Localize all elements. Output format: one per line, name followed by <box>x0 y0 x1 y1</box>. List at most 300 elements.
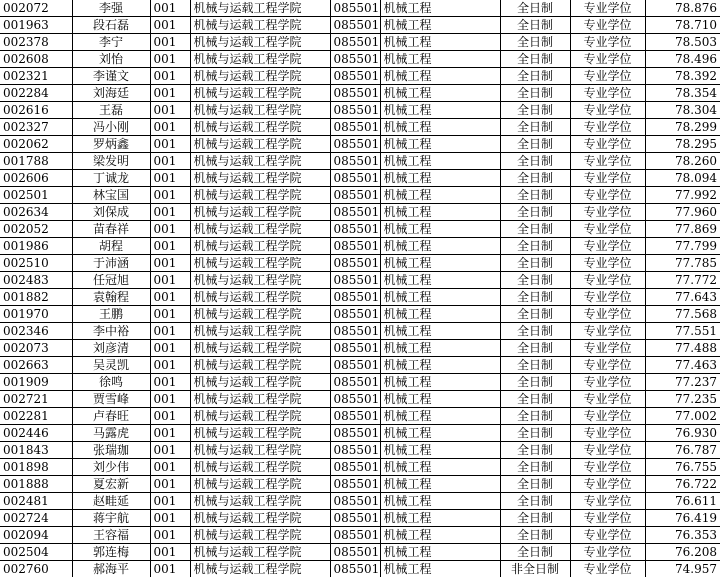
major-name-cell: 机械工程 <box>380 425 500 442</box>
major-name-cell: 机械工程 <box>380 289 500 306</box>
score-cell: 77.235 <box>645 391 720 408</box>
table-row <box>0 68 720 85</box>
study-mode-cell: 全日制 <box>500 306 570 323</box>
candidate-id-cell: 001882 <box>0 289 72 306</box>
candidate-name-cell: 卢春旺 <box>72 408 150 425</box>
candidate-name-cell: 冯小刚 <box>72 119 150 136</box>
major-name-cell: 机械工程 <box>380 187 500 204</box>
study-mode-cell: 全日制 <box>500 476 570 493</box>
study-mode-cell: 全日制 <box>500 544 570 561</box>
degree-type-cell: 专业学位 <box>570 544 645 561</box>
degree-type-cell: 专业学位 <box>570 238 645 255</box>
major-code-cell: 085501 <box>330 187 380 204</box>
major-name-cell: 机械工程 <box>380 102 500 119</box>
candidate-id-cell: 002606 <box>0 170 72 187</box>
study-mode-cell: 全日制 <box>500 102 570 119</box>
study-mode-cell: 全日制 <box>500 323 570 340</box>
candidate-id-cell: 001843 <box>0 442 72 459</box>
score-cell: 78.503 <box>645 34 720 51</box>
score-cell: 77.488 <box>645 340 720 357</box>
candidate-name-cell: 刘彦清 <box>72 340 150 357</box>
degree-type-cell: 专业学位 <box>570 85 645 102</box>
table-row <box>0 255 720 272</box>
table-row <box>0 170 720 187</box>
candidate-name-cell: 赵畦延 <box>72 493 150 510</box>
study-mode-cell: 全日制 <box>500 357 570 374</box>
major-code-cell: 085501 <box>330 17 380 34</box>
candidate-id-cell: 002760 <box>0 561 72 577</box>
candidate-name-cell: 李谨文 <box>72 68 150 85</box>
score-cell: 77.002 <box>645 408 720 425</box>
score-cell: 76.755 <box>645 459 720 476</box>
major-code-cell: 085501 <box>330 476 380 493</box>
major-code-cell: 085501 <box>330 306 380 323</box>
candidate-name-cell: 郭连梅 <box>72 544 150 561</box>
major-name-cell: 机械工程 <box>380 238 500 255</box>
degree-type-cell: 专业学位 <box>570 187 645 204</box>
candidate-name-cell: 马露虎 <box>72 425 150 442</box>
degree-type-cell: 专业学位 <box>570 51 645 68</box>
degree-type-cell: 专业学位 <box>570 153 645 170</box>
candidate-name-cell: 郝海平 <box>72 561 150 577</box>
table-row <box>0 391 720 408</box>
college-code-cell: 001 <box>150 51 190 68</box>
degree-type-cell: 专业学位 <box>570 408 645 425</box>
candidate-name-cell: 王鹏 <box>72 306 150 323</box>
candidate-id-cell: 001963 <box>0 17 72 34</box>
major-name-cell: 机械工程 <box>380 221 500 238</box>
score-cell: 76.787 <box>645 442 720 459</box>
major-code-cell: 085501 <box>330 510 380 527</box>
college-name-cell: 机械与运载工程学院 <box>190 544 330 561</box>
major-name-cell: 机械工程 <box>380 17 500 34</box>
degree-type-cell: 专业学位 <box>570 357 645 374</box>
candidate-id-cell: 002327 <box>0 119 72 136</box>
major-name-cell: 机械工程 <box>380 391 500 408</box>
college-name-cell: 机械与运载工程学院 <box>190 34 330 51</box>
major-code-cell: 085501 <box>330 102 380 119</box>
candidate-name-cell: 贾雪峰 <box>72 391 150 408</box>
college-code-cell: 001 <box>150 85 190 102</box>
major-code-cell: 085501 <box>330 68 380 85</box>
candidate-name-cell: 吴灵凯 <box>72 357 150 374</box>
college-name-cell: 机械与运载工程学院 <box>190 459 330 476</box>
table-row <box>0 357 720 374</box>
major-name-cell: 机械工程 <box>380 170 500 187</box>
college-name-cell: 机械与运载工程学院 <box>190 255 330 272</box>
college-name-cell: 机械与运载工程学院 <box>190 136 330 153</box>
college-code-cell: 001 <box>150 272 190 289</box>
college-code-cell: 001 <box>150 221 190 238</box>
degree-type-cell: 专业学位 <box>570 68 645 85</box>
study-mode-cell: 全日制 <box>500 0 570 17</box>
score-cell: 78.496 <box>645 51 720 68</box>
candidate-name-cell: 刘怡 <box>72 51 150 68</box>
score-cell: 77.551 <box>645 323 720 340</box>
college-code-cell: 001 <box>150 425 190 442</box>
major-code-cell: 085501 <box>330 357 380 374</box>
candidate-id-cell: 002321 <box>0 68 72 85</box>
major-name-cell: 机械工程 <box>380 272 500 289</box>
major-code-cell: 085501 <box>330 170 380 187</box>
candidate-name-cell: 胡程 <box>72 238 150 255</box>
major-code-cell: 085501 <box>330 374 380 391</box>
degree-type-cell: 专业学位 <box>570 510 645 527</box>
study-mode-cell: 全日制 <box>500 459 570 476</box>
college-code-cell: 001 <box>150 323 190 340</box>
candidate-id-cell: 002284 <box>0 85 72 102</box>
study-mode-cell: 全日制 <box>500 238 570 255</box>
college-name-cell: 机械与运载工程学院 <box>190 0 330 17</box>
major-name-cell: 机械工程 <box>380 255 500 272</box>
degree-type-cell: 专业学位 <box>570 391 645 408</box>
college-name-cell: 机械与运载工程学院 <box>190 204 330 221</box>
candidate-name-cell: 蒋宇航 <box>72 510 150 527</box>
table-row <box>0 306 720 323</box>
score-cell: 78.354 <box>645 85 720 102</box>
candidate-id-cell: 001970 <box>0 306 72 323</box>
degree-type-cell: 专业学位 <box>570 425 645 442</box>
college-code-cell: 001 <box>150 136 190 153</box>
degree-type-cell: 专业学位 <box>570 204 645 221</box>
table-row <box>0 85 720 102</box>
college-code-cell: 001 <box>150 102 190 119</box>
college-code-cell: 001 <box>150 119 190 136</box>
candidate-id-cell: 002510 <box>0 255 72 272</box>
score-cell: 77.463 <box>645 357 720 374</box>
score-cell: 77.237 <box>645 374 720 391</box>
college-name-cell: 机械与运载工程学院 <box>190 221 330 238</box>
study-mode-cell: 全日制 <box>500 255 570 272</box>
major-code-cell: 085501 <box>330 425 380 442</box>
candidate-id-cell: 002608 <box>0 51 72 68</box>
candidate-id-cell: 002052 <box>0 221 72 238</box>
candidate-name-cell: 徐鸣 <box>72 374 150 391</box>
college-name-cell: 机械与运载工程学院 <box>190 340 330 357</box>
major-code-cell: 085501 <box>330 391 380 408</box>
table-row <box>0 272 720 289</box>
major-name-cell: 机械工程 <box>380 357 500 374</box>
major-code-cell: 085501 <box>330 289 380 306</box>
table-row <box>0 204 720 221</box>
major-code-cell: 085501 <box>330 119 380 136</box>
college-name-cell: 机械与运载工程学院 <box>190 68 330 85</box>
college-code-cell: 001 <box>150 187 190 204</box>
study-mode-cell: 全日制 <box>500 374 570 391</box>
study-mode-cell: 全日制 <box>500 17 570 34</box>
candidate-name-cell: 王容福 <box>72 527 150 544</box>
candidate-name-cell: 于沛涵 <box>72 255 150 272</box>
study-mode-cell: 全日制 <box>500 68 570 85</box>
candidate-id-cell: 002062 <box>0 136 72 153</box>
major-name-cell: 机械工程 <box>380 0 500 17</box>
major-code-cell: 085501 <box>330 34 380 51</box>
candidate-id-cell: 002481 <box>0 493 72 510</box>
major-name-cell: 机械工程 <box>380 136 500 153</box>
degree-type-cell: 专业学位 <box>570 493 645 510</box>
score-cell: 76.722 <box>645 476 720 493</box>
table-row <box>0 153 720 170</box>
major-code-cell: 085501 <box>330 442 380 459</box>
candidate-id-cell: 002501 <box>0 187 72 204</box>
table-row <box>0 136 720 153</box>
major-code-cell: 085501 <box>330 204 380 221</box>
college-code-cell: 001 <box>150 255 190 272</box>
study-mode-cell: 全日制 <box>500 425 570 442</box>
major-name-cell: 机械工程 <box>380 68 500 85</box>
college-name-cell: 机械与运载工程学院 <box>190 17 330 34</box>
college-name-cell: 机械与运载工程学院 <box>190 306 330 323</box>
score-cell: 77.643 <box>645 289 720 306</box>
score-cell: 78.304 <box>645 102 720 119</box>
table-row <box>0 374 720 391</box>
table-row <box>0 408 720 425</box>
college-name-cell: 机械与运载工程学院 <box>190 493 330 510</box>
major-code-cell: 085501 <box>330 255 380 272</box>
college-name-cell: 机械与运载工程学院 <box>190 425 330 442</box>
major-code-cell: 085501 <box>330 272 380 289</box>
degree-type-cell: 专业学位 <box>570 255 645 272</box>
candidate-id-cell: 002378 <box>0 34 72 51</box>
table-row <box>0 0 720 17</box>
major-name-cell: 机械工程 <box>380 340 500 357</box>
degree-type-cell: 专业学位 <box>570 272 645 289</box>
major-name-cell: 机械工程 <box>380 153 500 170</box>
college-code-cell: 001 <box>150 374 190 391</box>
major-code-cell: 085501 <box>330 527 380 544</box>
college-name-cell: 机械与运载工程学院 <box>190 119 330 136</box>
degree-type-cell: 专业学位 <box>570 136 645 153</box>
college-name-cell: 机械与运载工程学院 <box>190 187 330 204</box>
study-mode-cell: 全日制 <box>500 272 570 289</box>
major-name-cell: 机械工程 <box>380 408 500 425</box>
candidate-id-cell: 002346 <box>0 323 72 340</box>
candidate-name-cell: 刘海廷 <box>72 85 150 102</box>
college-code-cell: 001 <box>150 153 190 170</box>
table-row <box>0 442 720 459</box>
candidate-name-cell: 李中裕 <box>72 323 150 340</box>
table-row <box>0 476 720 493</box>
candidate-id-cell: 002616 <box>0 102 72 119</box>
college-name-cell: 机械与运载工程学院 <box>190 153 330 170</box>
candidate-name-cell: 李宁 <box>72 34 150 51</box>
degree-type-cell: 专业学位 <box>570 119 645 136</box>
candidate-id-cell: 002721 <box>0 391 72 408</box>
college-name-cell: 机械与运载工程学院 <box>190 391 330 408</box>
candidate-id-cell: 001788 <box>0 153 72 170</box>
college-code-cell: 001 <box>150 170 190 187</box>
score-cell: 76.930 <box>645 425 720 442</box>
degree-type-cell: 专业学位 <box>570 442 645 459</box>
candidate-id-cell: 002504 <box>0 544 72 561</box>
candidate-id-cell: 002281 <box>0 408 72 425</box>
major-name-cell: 机械工程 <box>380 476 500 493</box>
table-row <box>0 493 720 510</box>
table-row <box>0 289 720 306</box>
score-cell: 78.710 <box>645 17 720 34</box>
study-mode-cell: 全日制 <box>500 34 570 51</box>
degree-type-cell: 专业学位 <box>570 34 645 51</box>
score-cell: 77.992 <box>645 187 720 204</box>
college-name-cell: 机械与运载工程学院 <box>190 408 330 425</box>
table-row <box>0 34 720 51</box>
score-cell: 74.957 <box>645 561 720 577</box>
score-cell: 77.869 <box>645 221 720 238</box>
degree-type-cell: 专业学位 <box>570 459 645 476</box>
table-row <box>0 323 720 340</box>
table-row <box>0 187 720 204</box>
study-mode-cell: 全日制 <box>500 187 570 204</box>
candidate-name-cell: 段石磊 <box>72 17 150 34</box>
major-code-cell: 085501 <box>330 153 380 170</box>
degree-type-cell: 专业学位 <box>570 527 645 544</box>
degree-type-cell: 专业学位 <box>570 374 645 391</box>
candidate-name-cell: 林宝国 <box>72 187 150 204</box>
degree-type-cell: 专业学位 <box>570 323 645 340</box>
college-code-cell: 001 <box>150 340 190 357</box>
candidate-id-cell: 002073 <box>0 340 72 357</box>
degree-type-cell: 专业学位 <box>570 170 645 187</box>
college-code-cell: 001 <box>150 17 190 34</box>
degree-type-cell: 专业学位 <box>570 289 645 306</box>
study-mode-cell: 全日制 <box>500 340 570 357</box>
score-cell: 76.208 <box>645 544 720 561</box>
college-code-cell: 001 <box>150 68 190 85</box>
table-row <box>0 425 720 442</box>
candidate-name-cell: 梁发明 <box>72 153 150 170</box>
candidate-id-cell: 002634 <box>0 204 72 221</box>
college-name-cell: 机械与运载工程学院 <box>190 561 330 577</box>
college-code-cell: 001 <box>150 544 190 561</box>
score-cell: 78.295 <box>645 136 720 153</box>
candidate-name-cell: 张瑞珈 <box>72 442 150 459</box>
candidate-name-cell: 任冠旭 <box>72 272 150 289</box>
major-name-cell: 机械工程 <box>380 119 500 136</box>
study-mode-cell: 全日制 <box>500 119 570 136</box>
score-cell: 76.611 <box>645 493 720 510</box>
candidate-name-cell: 刘少伟 <box>72 459 150 476</box>
table-row <box>0 102 720 119</box>
candidate-name-cell: 丁诚龙 <box>72 170 150 187</box>
college-code-cell: 001 <box>150 204 190 221</box>
major-name-cell: 机械工程 <box>380 459 500 476</box>
major-name-cell: 机械工程 <box>380 374 500 391</box>
candidate-id-cell: 001898 <box>0 459 72 476</box>
college-name-cell: 机械与运载工程学院 <box>190 85 330 102</box>
candidate-name-cell: 夏宏新 <box>72 476 150 493</box>
college-code-cell: 001 <box>150 357 190 374</box>
major-name-cell: 机械工程 <box>380 493 500 510</box>
major-code-cell: 085501 <box>330 493 380 510</box>
score-cell: 78.094 <box>645 170 720 187</box>
study-mode-cell: 全日制 <box>500 153 570 170</box>
college-name-cell: 机械与运载工程学院 <box>190 510 330 527</box>
major-name-cell: 机械工程 <box>380 442 500 459</box>
college-name-cell: 机械与运载工程学院 <box>190 170 330 187</box>
degree-type-cell: 专业学位 <box>570 221 645 238</box>
candidate-name-cell: 罗炳鑫 <box>72 136 150 153</box>
study-mode-cell: 全日制 <box>500 510 570 527</box>
degree-type-cell: 专业学位 <box>570 561 645 577</box>
table-row <box>0 119 720 136</box>
college-name-cell: 机械与运载工程学院 <box>190 357 330 374</box>
table-row <box>0 51 720 68</box>
candidate-id-cell: 002724 <box>0 510 72 527</box>
study-mode-cell: 非全日制 <box>500 561 570 577</box>
major-code-cell: 085501 <box>330 238 380 255</box>
study-mode-cell: 全日制 <box>500 221 570 238</box>
study-mode-cell: 全日制 <box>500 527 570 544</box>
major-code-cell: 085501 <box>330 51 380 68</box>
major-name-cell: 机械工程 <box>380 561 500 577</box>
study-mode-cell: 全日制 <box>500 408 570 425</box>
major-name-cell: 机械工程 <box>380 306 500 323</box>
study-mode-cell: 全日制 <box>500 136 570 153</box>
candidate-name-cell: 李强 <box>72 0 150 17</box>
score-cell: 77.568 <box>645 306 720 323</box>
table-row <box>0 238 720 255</box>
study-mode-cell: 全日制 <box>500 170 570 187</box>
major-code-cell: 085501 <box>330 221 380 238</box>
major-code-cell: 085501 <box>330 0 380 17</box>
study-mode-cell: 全日制 <box>500 204 570 221</box>
degree-type-cell: 专业学位 <box>570 102 645 119</box>
candidate-id-cell: 002446 <box>0 425 72 442</box>
candidate-id-cell: 002483 <box>0 272 72 289</box>
degree-type-cell: 专业学位 <box>570 17 645 34</box>
score-cell: 78.876 <box>645 0 720 17</box>
candidate-id-cell: 002072 <box>0 0 72 17</box>
candidate-id-cell: 001986 <box>0 238 72 255</box>
major-code-cell: 085501 <box>330 459 380 476</box>
college-code-cell: 001 <box>150 408 190 425</box>
college-name-cell: 机械与运载工程学院 <box>190 272 330 289</box>
college-name-cell: 机械与运载工程学院 <box>190 323 330 340</box>
candidate-id-cell: 001909 <box>0 374 72 391</box>
major-code-cell: 085501 <box>330 340 380 357</box>
college-code-cell: 001 <box>150 34 190 51</box>
table-row <box>0 544 720 561</box>
table-row <box>0 527 720 544</box>
major-name-cell: 机械工程 <box>380 85 500 102</box>
college-code-cell: 001 <box>150 561 190 577</box>
college-code-cell: 001 <box>150 476 190 493</box>
college-code-cell: 001 <box>150 442 190 459</box>
major-code-cell: 085501 <box>330 408 380 425</box>
college-name-cell: 机械与运载工程学院 <box>190 442 330 459</box>
candidate-name-cell: 袁翰程 <box>72 289 150 306</box>
major-name-cell: 机械工程 <box>380 34 500 51</box>
study-mode-cell: 全日制 <box>500 289 570 306</box>
college-name-cell: 机械与运载工程学院 <box>190 51 330 68</box>
college-name-cell: 机械与运载工程学院 <box>190 102 330 119</box>
table-row <box>0 221 720 238</box>
major-name-cell: 机械工程 <box>380 544 500 561</box>
major-name-cell: 机械工程 <box>380 204 500 221</box>
major-code-cell: 085501 <box>330 323 380 340</box>
score-cell: 76.419 <box>645 510 720 527</box>
college-name-cell: 机械与运载工程学院 <box>190 476 330 493</box>
candidate-name-cell: 刘保成 <box>72 204 150 221</box>
degree-type-cell: 专业学位 <box>570 0 645 17</box>
major-name-cell: 机械工程 <box>380 51 500 68</box>
study-mode-cell: 全日制 <box>500 442 570 459</box>
degree-type-cell: 专业学位 <box>570 476 645 493</box>
table-row <box>0 561 720 577</box>
table-row <box>0 340 720 357</box>
candidate-id-cell: 001888 <box>0 476 72 493</box>
score-cell: 76.353 <box>645 527 720 544</box>
